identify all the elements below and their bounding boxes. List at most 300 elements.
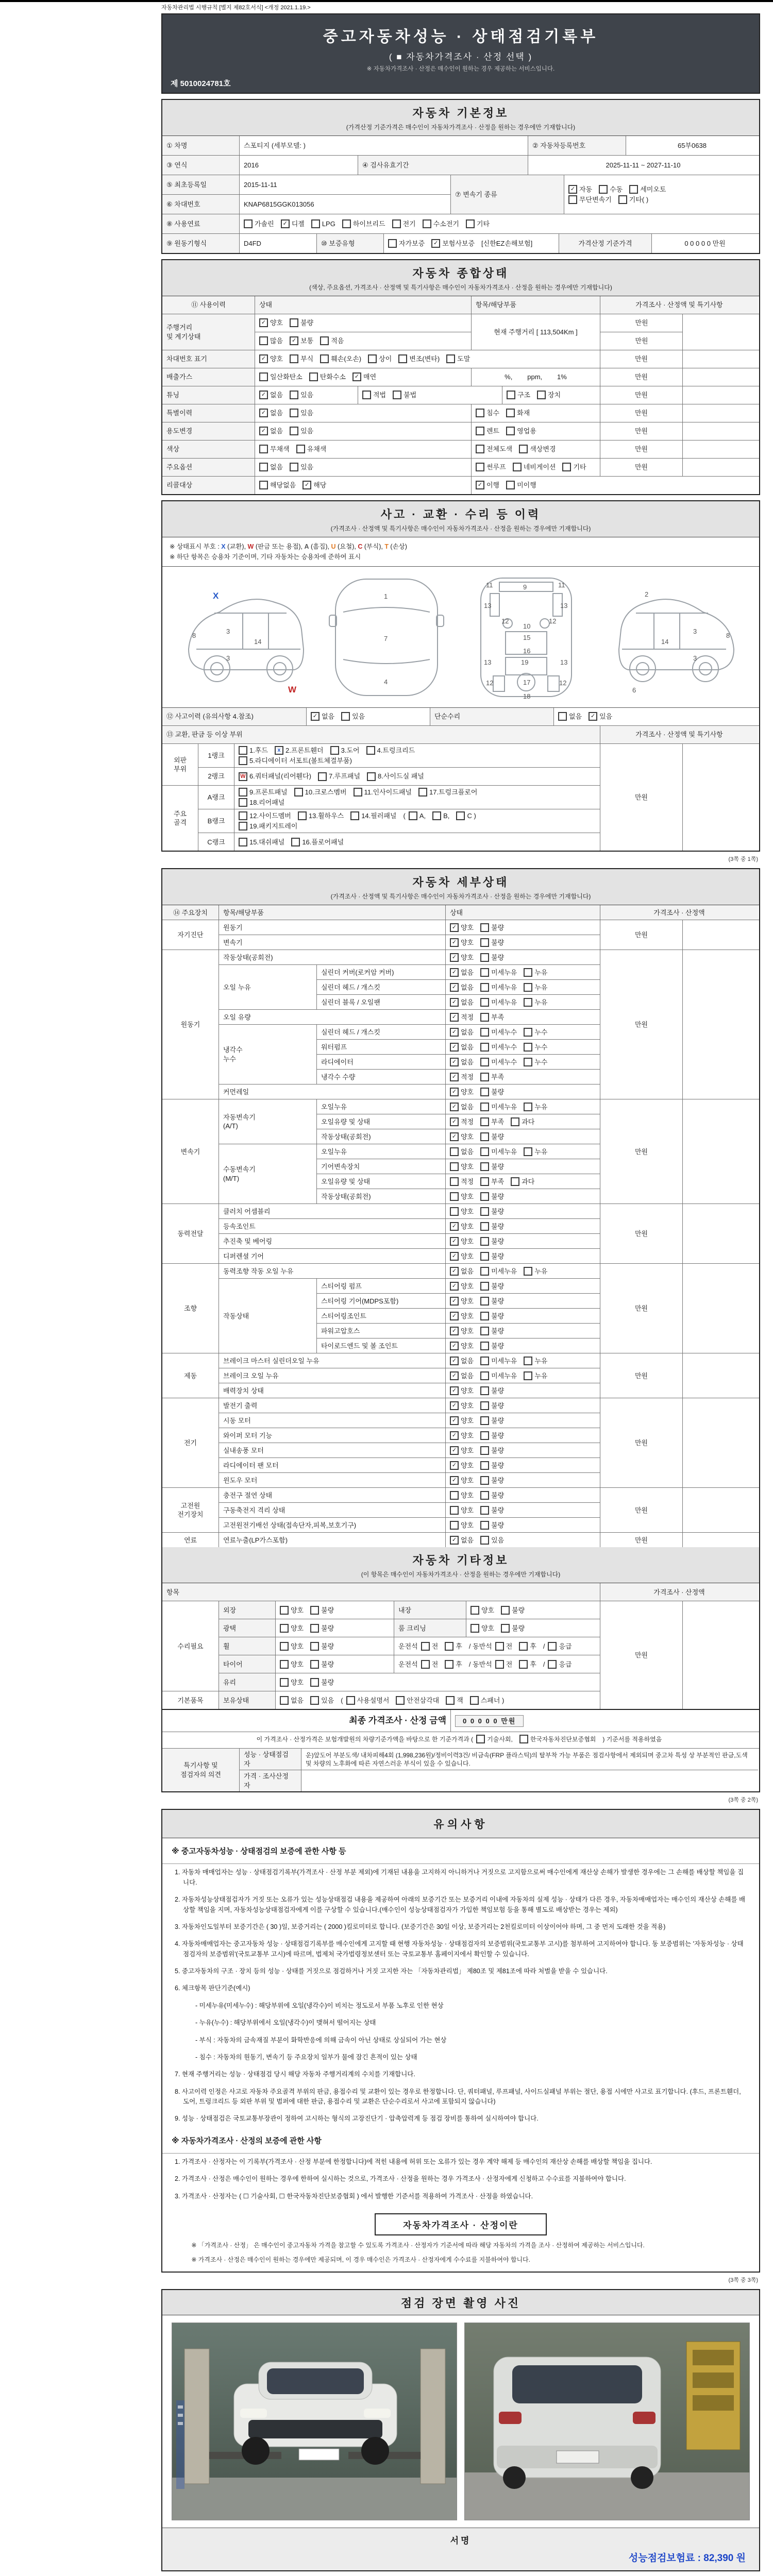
checkbox[interactable] (524, 1028, 532, 1037)
checkbox[interactable] (524, 1058, 532, 1066)
table-row (162, 156, 759, 175)
table-cell (600, 1488, 683, 1532)
cell-text: 만원 (634, 445, 648, 453)
checkbox[interactable]: ✓ (450, 1237, 459, 1246)
checkbox[interactable] (599, 185, 608, 194)
checkbox[interactable] (480, 1446, 489, 1455)
cell-text: 특기사항 및 점검자의 의견 (180, 1761, 221, 1778)
checkbox[interactable]: ✓ (259, 427, 268, 435)
cell-text: 자동변속기 (A/T) (223, 1113, 256, 1130)
cell-text: 연료누출(LP가스포함) (223, 1536, 288, 1544)
checkbox[interactable] (480, 1252, 489, 1261)
checkbox[interactable]: ✓ (450, 923, 459, 932)
table-cell (600, 314, 683, 332)
checkbox[interactable] (367, 772, 376, 781)
table-row (162, 905, 759, 920)
checkbox[interactable]: ✓ (450, 1117, 459, 1126)
checkbox[interactable] (290, 354, 298, 363)
checkbox[interactable]: ✓ (259, 354, 268, 363)
checkbox-option (480, 1267, 517, 1276)
checkbox[interactable]: ✓ (589, 712, 597, 721)
table-subrow (219, 1601, 600, 1619)
cell-text: A랭크 (207, 793, 225, 801)
checkbox[interactable] (476, 1735, 485, 1743)
checkbox[interactable] (259, 336, 268, 345)
checkbox[interactable] (480, 1043, 489, 1052)
checkbox[interactable] (480, 1312, 489, 1320)
checkbox[interactable]: ✓ (450, 1073, 459, 1081)
checkbox[interactable] (480, 1267, 489, 1276)
checkbox[interactable] (350, 811, 359, 820)
checkbox[interactable] (524, 1043, 532, 1052)
checkbox[interactable] (244, 219, 253, 228)
checkbox[interactable]: ✓ (303, 481, 311, 489)
checkbox[interactable] (480, 1521, 489, 1530)
checkbox-option (446, 1696, 463, 1705)
checkbox[interactable] (470, 1624, 479, 1633)
checkbox[interactable] (310, 1660, 319, 1669)
checkbox-option (476, 1735, 513, 1743)
checkbox[interactable] (259, 481, 268, 489)
checkbox[interactable] (511, 1117, 519, 1126)
option-label: 양호 (461, 1386, 474, 1395)
checkbox[interactable] (446, 354, 455, 363)
checkbox[interactable] (366, 746, 375, 755)
checkbox[interactable] (450, 1177, 459, 1186)
table-cell (446, 1070, 600, 1084)
table-subrow (219, 1010, 600, 1025)
checkbox[interactable] (341, 712, 350, 721)
checkbox[interactable] (524, 998, 532, 1007)
svg-text:12: 12 (501, 617, 509, 625)
cell-text: 조향 (183, 1304, 197, 1312)
cell-stack (317, 965, 600, 1009)
checkbox[interactable] (480, 1386, 489, 1395)
table-cell (446, 1114, 600, 1129)
checkbox[interactable] (618, 195, 627, 204)
checkbox[interactable] (480, 1491, 489, 1500)
checkbox[interactable] (480, 1207, 489, 1216)
checkbox[interactable] (524, 1147, 532, 1156)
checkbox-option (259, 391, 283, 400)
checkbox[interactable]: ✓ (450, 1058, 459, 1066)
checkbox[interactable]: ✓ (450, 1013, 459, 1022)
cell-text: 가격 · 조사산정 자 (244, 1772, 289, 1789)
checkbox[interactable]: ✓ (450, 998, 459, 1007)
checkbox[interactable] (480, 1371, 489, 1380)
checkbox[interactable] (290, 409, 298, 417)
checkbox[interactable] (480, 1416, 489, 1425)
checkbox[interactable]: ✓ (450, 1461, 459, 1470)
checkbox[interactable] (294, 788, 303, 796)
option-label: 없음 (461, 968, 474, 976)
checkbox[interactable] (480, 1357, 489, 1365)
checkbox[interactable] (290, 427, 298, 435)
checkbox[interactable] (310, 1606, 319, 1615)
checkbox[interactable] (290, 391, 298, 399)
checkbox[interactable] (450, 1506, 459, 1515)
checkbox[interactable] (524, 968, 532, 977)
table-cell (394, 1601, 466, 1619)
checkbox-option (450, 1357, 474, 1366)
checkbox[interactable]: ✓ (450, 1282, 459, 1291)
checkbox[interactable] (445, 1660, 453, 1669)
table-cell (219, 1458, 446, 1472)
checkbox[interactable] (259, 372, 268, 381)
checkbox[interactable]: ✓ (450, 1386, 459, 1395)
checkbox[interactable] (480, 953, 489, 962)
checkbox[interactable] (480, 1103, 489, 1111)
checkbox[interactable] (446, 1696, 455, 1705)
checkbox[interactable] (480, 1536, 489, 1545)
checkbox[interactable] (398, 354, 407, 363)
checkbox[interactable]: ✓ (290, 336, 298, 345)
checkbox[interactable] (239, 822, 247, 831)
checkbox[interactable] (296, 445, 305, 453)
checkbox[interactable] (290, 318, 298, 327)
checkbox[interactable] (280, 1606, 289, 1615)
checkbox[interactable]: x (275, 746, 283, 755)
table-subrow (600, 314, 682, 332)
option-label: 양호 (461, 1132, 474, 1141)
checkbox-option (511, 1177, 534, 1187)
checkbox[interactable] (421, 1642, 430, 1651)
checkbox[interactable] (309, 372, 318, 381)
checkbox[interactable] (450, 1207, 459, 1216)
option-label: 양호 (461, 1431, 474, 1439)
checkbox-option (450, 1386, 474, 1396)
checkbox[interactable] (568, 195, 577, 204)
checkbox[interactable]: ✓ (281, 219, 290, 228)
checkbox[interactable]: ✓ (450, 1088, 459, 1096)
table-cell (219, 1637, 276, 1655)
checkbox[interactable]: ✓ (450, 1132, 459, 1141)
option-label: 하이브리드 (352, 219, 385, 228)
checkbox[interactable] (470, 1696, 479, 1705)
checkbox[interactable] (519, 1735, 528, 1743)
table-subrow (317, 1025, 600, 1040)
checkbox[interactable] (480, 1132, 489, 1141)
checkbox[interactable] (393, 391, 401, 399)
checkbox[interactable] (524, 983, 532, 992)
cell-stack (219, 1204, 600, 1263)
checkbox-option (548, 1660, 572, 1669)
checkbox[interactable] (480, 1237, 489, 1246)
checkbox[interactable] (480, 1282, 489, 1291)
checkbox[interactable] (259, 463, 268, 471)
cell-text: 항목/해당부품 (476, 301, 516, 309)
checkbox[interactable] (239, 746, 247, 755)
checkbox[interactable] (480, 1028, 489, 1037)
data-table (162, 1583, 759, 1709)
checkbox[interactable] (480, 1013, 489, 1022)
checkbox[interactable] (548, 1660, 557, 1669)
checkbox[interactable]: ✓ (259, 391, 268, 399)
option-label: 양호 (461, 1416, 474, 1425)
checkbox[interactable] (480, 1192, 489, 1201)
checkbox[interactable] (280, 1660, 289, 1669)
checkbox[interactable] (480, 1117, 489, 1126)
table-subrow (219, 1619, 600, 1637)
checkbox[interactable] (495, 1642, 504, 1651)
checkbox[interactable] (310, 1678, 319, 1687)
checkbox[interactable] (480, 1177, 489, 1186)
checkbox[interactable] (480, 1506, 489, 1515)
checkbox[interactable] (480, 1297, 489, 1306)
checkbox[interactable]: ✓ (311, 712, 320, 721)
checkbox[interactable] (409, 811, 417, 820)
checkbox[interactable] (480, 1431, 489, 1440)
checkbox[interactable]: ✓ (450, 1222, 459, 1231)
checkbox[interactable]: ✓ (450, 1357, 459, 1365)
checkbox[interactable] (476, 463, 484, 471)
checkbox[interactable] (280, 1678, 289, 1687)
option-label: 없음 (270, 391, 283, 399)
table-subrow (162, 744, 600, 786)
table-cell (240, 1749, 301, 1770)
checkbox[interactable] (524, 1371, 532, 1380)
checkbox[interactable] (480, 1222, 489, 1231)
checkbox-option (310, 1642, 334, 1651)
svg-text:13: 13 (560, 658, 568, 666)
checkbox[interactable] (362, 391, 371, 399)
checkbox[interactable]: ✓ (450, 1028, 459, 1037)
checkbox[interactable] (513, 463, 522, 471)
signature-box (162, 2528, 759, 2570)
checkbox-option (480, 1043, 517, 1052)
checkbox[interactable] (450, 1162, 459, 1171)
checkbox[interactable] (421, 1660, 430, 1669)
checkbox[interactable] (432, 811, 441, 820)
checkbox[interactable] (320, 354, 329, 363)
checkbox[interactable] (392, 219, 401, 228)
checkbox[interactable] (524, 1267, 532, 1276)
option-label: 상이 (379, 355, 392, 363)
checkbox[interactable]: ✓ (450, 1536, 459, 1545)
checkbox[interactable] (480, 968, 489, 977)
option-group (450, 1147, 554, 1157)
checkbox[interactable] (480, 1088, 489, 1096)
checkbox[interactable] (280, 1642, 289, 1651)
table-cell (446, 1324, 600, 1338)
checkbox[interactable] (629, 185, 638, 194)
checkbox[interactable] (524, 1357, 532, 1365)
table-cell (317, 234, 384, 253)
checkbox[interactable]: ✓ (476, 481, 484, 489)
checkbox[interactable] (506, 481, 515, 489)
checkbox[interactable] (291, 838, 300, 846)
checkbox[interactable]: ✓ (450, 1342, 459, 1350)
checkbox[interactable]: ✓ (259, 318, 268, 327)
checkbox[interactable] (318, 772, 327, 781)
checkbox[interactable]: ✓ (450, 1252, 459, 1261)
checkbox[interactable]: ✓ (450, 1267, 459, 1276)
checkbox[interactable] (239, 756, 247, 765)
cell-text: 주요 골격 (173, 809, 187, 827)
cell-text: 실내송풍 모터 (223, 1446, 264, 1454)
legend-segment: (교환), (225, 543, 248, 550)
checkbox[interactable]: ✓ (431, 239, 440, 248)
checkbox[interactable] (354, 788, 362, 796)
checkbox[interactable] (501, 1624, 510, 1633)
checkbox[interactable]: ✓ (450, 938, 459, 947)
checkbox[interactable] (280, 1624, 289, 1633)
option-label: 불량 (512, 1624, 525, 1632)
checkbox[interactable] (480, 983, 489, 992)
checkbox[interactable]: ✓ (450, 1312, 459, 1320)
checkbox[interactable] (480, 1461, 489, 1470)
checkbox[interactable] (310, 1642, 319, 1651)
checkbox[interactable] (480, 1476, 489, 1485)
table-cell (600, 1204, 683, 1263)
checkbox[interactable] (466, 219, 475, 228)
checkbox[interactable] (290, 463, 298, 471)
checkbox[interactable] (368, 354, 377, 363)
checkbox[interactable] (524, 1103, 532, 1111)
checkbox[interactable] (507, 391, 515, 399)
checkbox[interactable]: ✓ (450, 1043, 459, 1052)
checkbox[interactable] (450, 1192, 459, 1201)
checkbox[interactable] (480, 1342, 489, 1350)
checkbox[interactable]: ✓ (450, 1476, 459, 1485)
table-cell (683, 422, 758, 440)
checkbox[interactable]: ✓ (450, 983, 459, 992)
checkbox[interactable] (239, 838, 247, 846)
checkbox[interactable]: ✓ (450, 1431, 459, 1440)
option-group (450, 1162, 511, 1172)
checkbox[interactable] (239, 788, 247, 796)
checkbox[interactable] (476, 445, 484, 453)
checkbox-option (480, 998, 517, 1007)
option-group (450, 1132, 511, 1142)
checkbox-option (450, 923, 474, 933)
checkbox[interactable] (388, 239, 397, 248)
checkbox[interactable] (519, 445, 528, 453)
checkbox[interactable] (480, 1058, 489, 1066)
checkbox[interactable] (480, 938, 489, 947)
checkbox[interactable] (239, 798, 247, 807)
option-label: 미세누유 (491, 983, 517, 991)
checkbox[interactable] (519, 1660, 528, 1669)
cell-text: 작동상태(공회전) (223, 953, 273, 961)
checkbox[interactable] (330, 746, 339, 755)
checkbox[interactable] (506, 409, 515, 417)
notice-paragraph: 4. 자동차매매업자는 중고자동차 성능 · 상태점검기록부를 매수인에게 고지할 때 현행 자동차성능 · 상태점검자의 보증범위(국토교통부 고시)를 첨부하여 고지하여야 합니다. 동 보증범위는 '자동차성능 · 상태점검자의 보증범위'(국토교통부 고시)에 따르며, 법제처 국가법령정보센터 또는 국토교통부 홈페이지에서 확인할 수 있습니다. (175, 1940, 744, 1958)
option-group (259, 480, 333, 490)
option-group (450, 1027, 554, 1038)
checkbox[interactable] (480, 1073, 489, 1081)
option-label: 미세누유 (491, 1357, 517, 1365)
checkbox[interactable] (259, 445, 268, 453)
checkbox[interactable] (456, 811, 465, 820)
checkbox[interactable]: W (239, 772, 247, 781)
checkbox[interactable] (396, 1696, 405, 1705)
option-group (259, 408, 320, 418)
cell-text: 휠 (223, 1642, 230, 1650)
checkbox[interactable] (470, 1606, 479, 1615)
checkbox[interactable] (239, 811, 247, 820)
checkbox[interactable] (423, 219, 431, 228)
checkbox[interactable]: ✓ (450, 1103, 459, 1111)
checkbox[interactable] (310, 1624, 319, 1633)
checkbox[interactable] (548, 1642, 557, 1651)
table-cell (683, 459, 758, 476)
checkbox[interactable] (346, 1696, 355, 1705)
checkbox[interactable] (511, 1177, 519, 1186)
option-group (259, 462, 320, 472)
checkbox-option (259, 372, 303, 382)
checkbox[interactable] (495, 1660, 504, 1669)
svg-text:12: 12 (486, 679, 494, 687)
checkbox[interactable] (480, 1401, 489, 1410)
checkbox[interactable] (562, 463, 571, 471)
checkbox[interactable]: ✓ (450, 1371, 459, 1380)
option-label: 양호 (291, 1624, 304, 1632)
form-section-panel (161, 99, 760, 254)
checkbox[interactable]: ✓ (450, 1297, 459, 1306)
checkbox[interactable] (445, 1642, 453, 1651)
checkbox[interactable]: ✓ (450, 1327, 459, 1335)
checkbox[interactable]: ✓ (450, 968, 459, 977)
checkbox[interactable] (480, 998, 489, 1007)
checkbox[interactable] (476, 427, 484, 435)
checkbox[interactable] (480, 1162, 489, 1171)
table-subrow (219, 1473, 600, 1487)
checkbox[interactable]: ✓ (259, 409, 268, 417)
checkbox-option (450, 1506, 474, 1515)
checkbox[interactable]: ✓ (450, 1401, 459, 1410)
checkbox[interactable] (476, 409, 484, 417)
option-label: 13.휠하우스 (308, 812, 344, 820)
checkbox[interactable] (558, 712, 567, 721)
checkbox[interactable] (501, 1606, 510, 1615)
checkbox[interactable] (450, 1491, 459, 1500)
table-cell (683, 1533, 758, 1547)
checkbox[interactable]: ✓ (352, 372, 361, 381)
checkbox[interactable]: ✓ (450, 1446, 459, 1455)
inspection-insurance-fee: 성능점검보험료 : 82,390 원 (628, 2552, 746, 2564)
checkbox-option (280, 1678, 304, 1687)
checkbox[interactable]: ✓ (568, 185, 577, 194)
option-label: 1.후드 (249, 747, 268, 754)
checkbox[interactable] (320, 336, 329, 345)
checkbox[interactable] (480, 923, 489, 932)
checkbox[interactable] (298, 811, 307, 820)
cell-text: 작동상태 (223, 1312, 249, 1320)
checkbox[interactable] (450, 1521, 459, 1530)
checkbox[interactable] (450, 1147, 459, 1156)
checkbox[interactable] (418, 788, 427, 796)
checkbox[interactable] (280, 1696, 289, 1705)
checkbox[interactable] (342, 219, 351, 228)
checkbox[interactable] (310, 1696, 319, 1705)
checkbox[interactable]: ✓ (450, 953, 459, 962)
checkbox[interactable] (537, 391, 546, 399)
checkbox[interactable]: ✓ (450, 1416, 459, 1425)
table-cell (255, 368, 472, 386)
table-cell (162, 920, 219, 950)
checkbox[interactable] (506, 427, 515, 435)
checkbox[interactable] (519, 1642, 528, 1651)
checkbox[interactable] (480, 1147, 489, 1156)
checkbox-option (290, 336, 313, 346)
svg-text:12: 12 (559, 679, 567, 687)
checkbox[interactable] (480, 1327, 489, 1335)
option-group (450, 1236, 511, 1247)
svg-text:12: 12 (549, 617, 557, 625)
checkbox[interactable] (311, 219, 320, 228)
cell-text: 기본품목 (177, 1696, 204, 1704)
